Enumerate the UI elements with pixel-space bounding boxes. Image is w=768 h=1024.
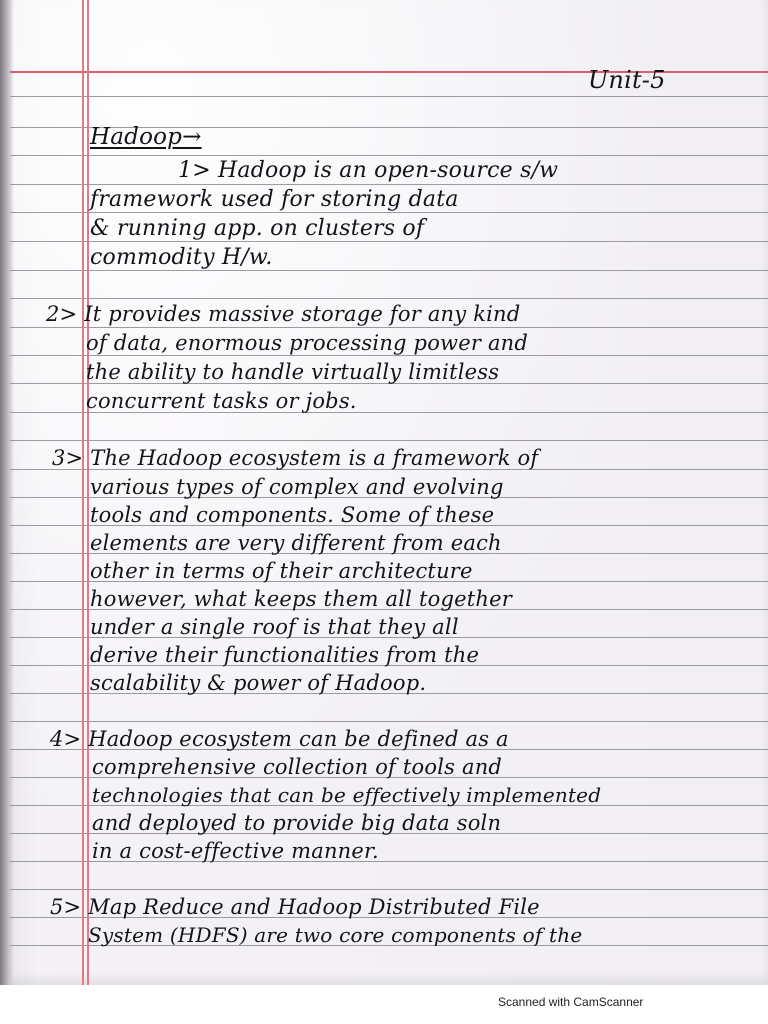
note-line-14: however, what keeps them all together bbox=[90, 587, 512, 611]
page-edge-shadow bbox=[0, 0, 14, 985]
note-line-24: System (HDFS) are two core components of the bbox=[88, 923, 583, 947]
note-line-7: the ability to handle virtually limitless bbox=[86, 360, 500, 384]
section-title: Hadoop→ bbox=[90, 124, 202, 150]
scanner-footer bbox=[0, 985, 768, 1024]
note-line-8: concurrent tasks or jobs. bbox=[86, 389, 357, 413]
margin-line-left bbox=[82, 0, 84, 985]
note-line-13: other in terms of their architecture bbox=[90, 559, 473, 583]
unit-heading: Unit-5 bbox=[588, 66, 666, 94]
note-line-20: technologies that can be effectively implemented bbox=[92, 783, 602, 807]
ruled-line bbox=[10, 96, 768, 97]
note-line-12: elements are very different from each bbox=[90, 531, 502, 555]
note-line-4: commodity H/w. bbox=[90, 245, 273, 270]
note-line-19: comprehensive collection of tools and bbox=[92, 755, 503, 779]
note-line-6: of data, enormous processing power and bbox=[86, 331, 529, 355]
note-line-5: 2> It provides massive storage for any kind bbox=[46, 302, 521, 326]
note-line-18: 4> Hadoop ecosystem can be defined as a bbox=[50, 727, 509, 751]
note-line-11: tools and components. Some of these bbox=[90, 503, 495, 527]
note-line-23: 5> Map Reduce and Hadoop Distributed File bbox=[50, 895, 540, 919]
ruled-line bbox=[10, 212, 768, 213]
ruled-line bbox=[10, 155, 768, 156]
note-line-15: under a single roof is that they all bbox=[90, 615, 459, 639]
ruled-line bbox=[10, 889, 768, 890]
note-line-16: derive their functionalities from the bbox=[90, 643, 480, 667]
ruled-line bbox=[10, 721, 768, 722]
note-line-21: and deployed to provide big data soln bbox=[92, 811, 502, 835]
ruled-line bbox=[10, 298, 768, 299]
ruled-line bbox=[10, 184, 768, 185]
ruled-line bbox=[10, 241, 768, 242]
note-line-9: 3> The Hadoop ecosystem is a framework of bbox=[52, 446, 539, 470]
ruled-line bbox=[10, 327, 768, 328]
note-line-17: scalability & power of Hadoop. bbox=[90, 671, 427, 695]
scanner-watermark: Scanned with CamScanner bbox=[498, 995, 644, 1009]
note-line-2: framework used for storing data bbox=[90, 187, 459, 212]
margin-line-right bbox=[87, 0, 89, 985]
note-line-22: in a cost-effective manner. bbox=[92, 839, 379, 863]
note-line-1: 1> Hadoop is an open-source s/w bbox=[178, 158, 559, 183]
ruled-line bbox=[10, 440, 768, 441]
note-line-3: & running app. on clusters of bbox=[90, 216, 425, 241]
note-line-10: various types of complex and evolving bbox=[90, 475, 504, 499]
ruled-line bbox=[10, 355, 768, 356]
ruled-line bbox=[10, 270, 768, 271]
